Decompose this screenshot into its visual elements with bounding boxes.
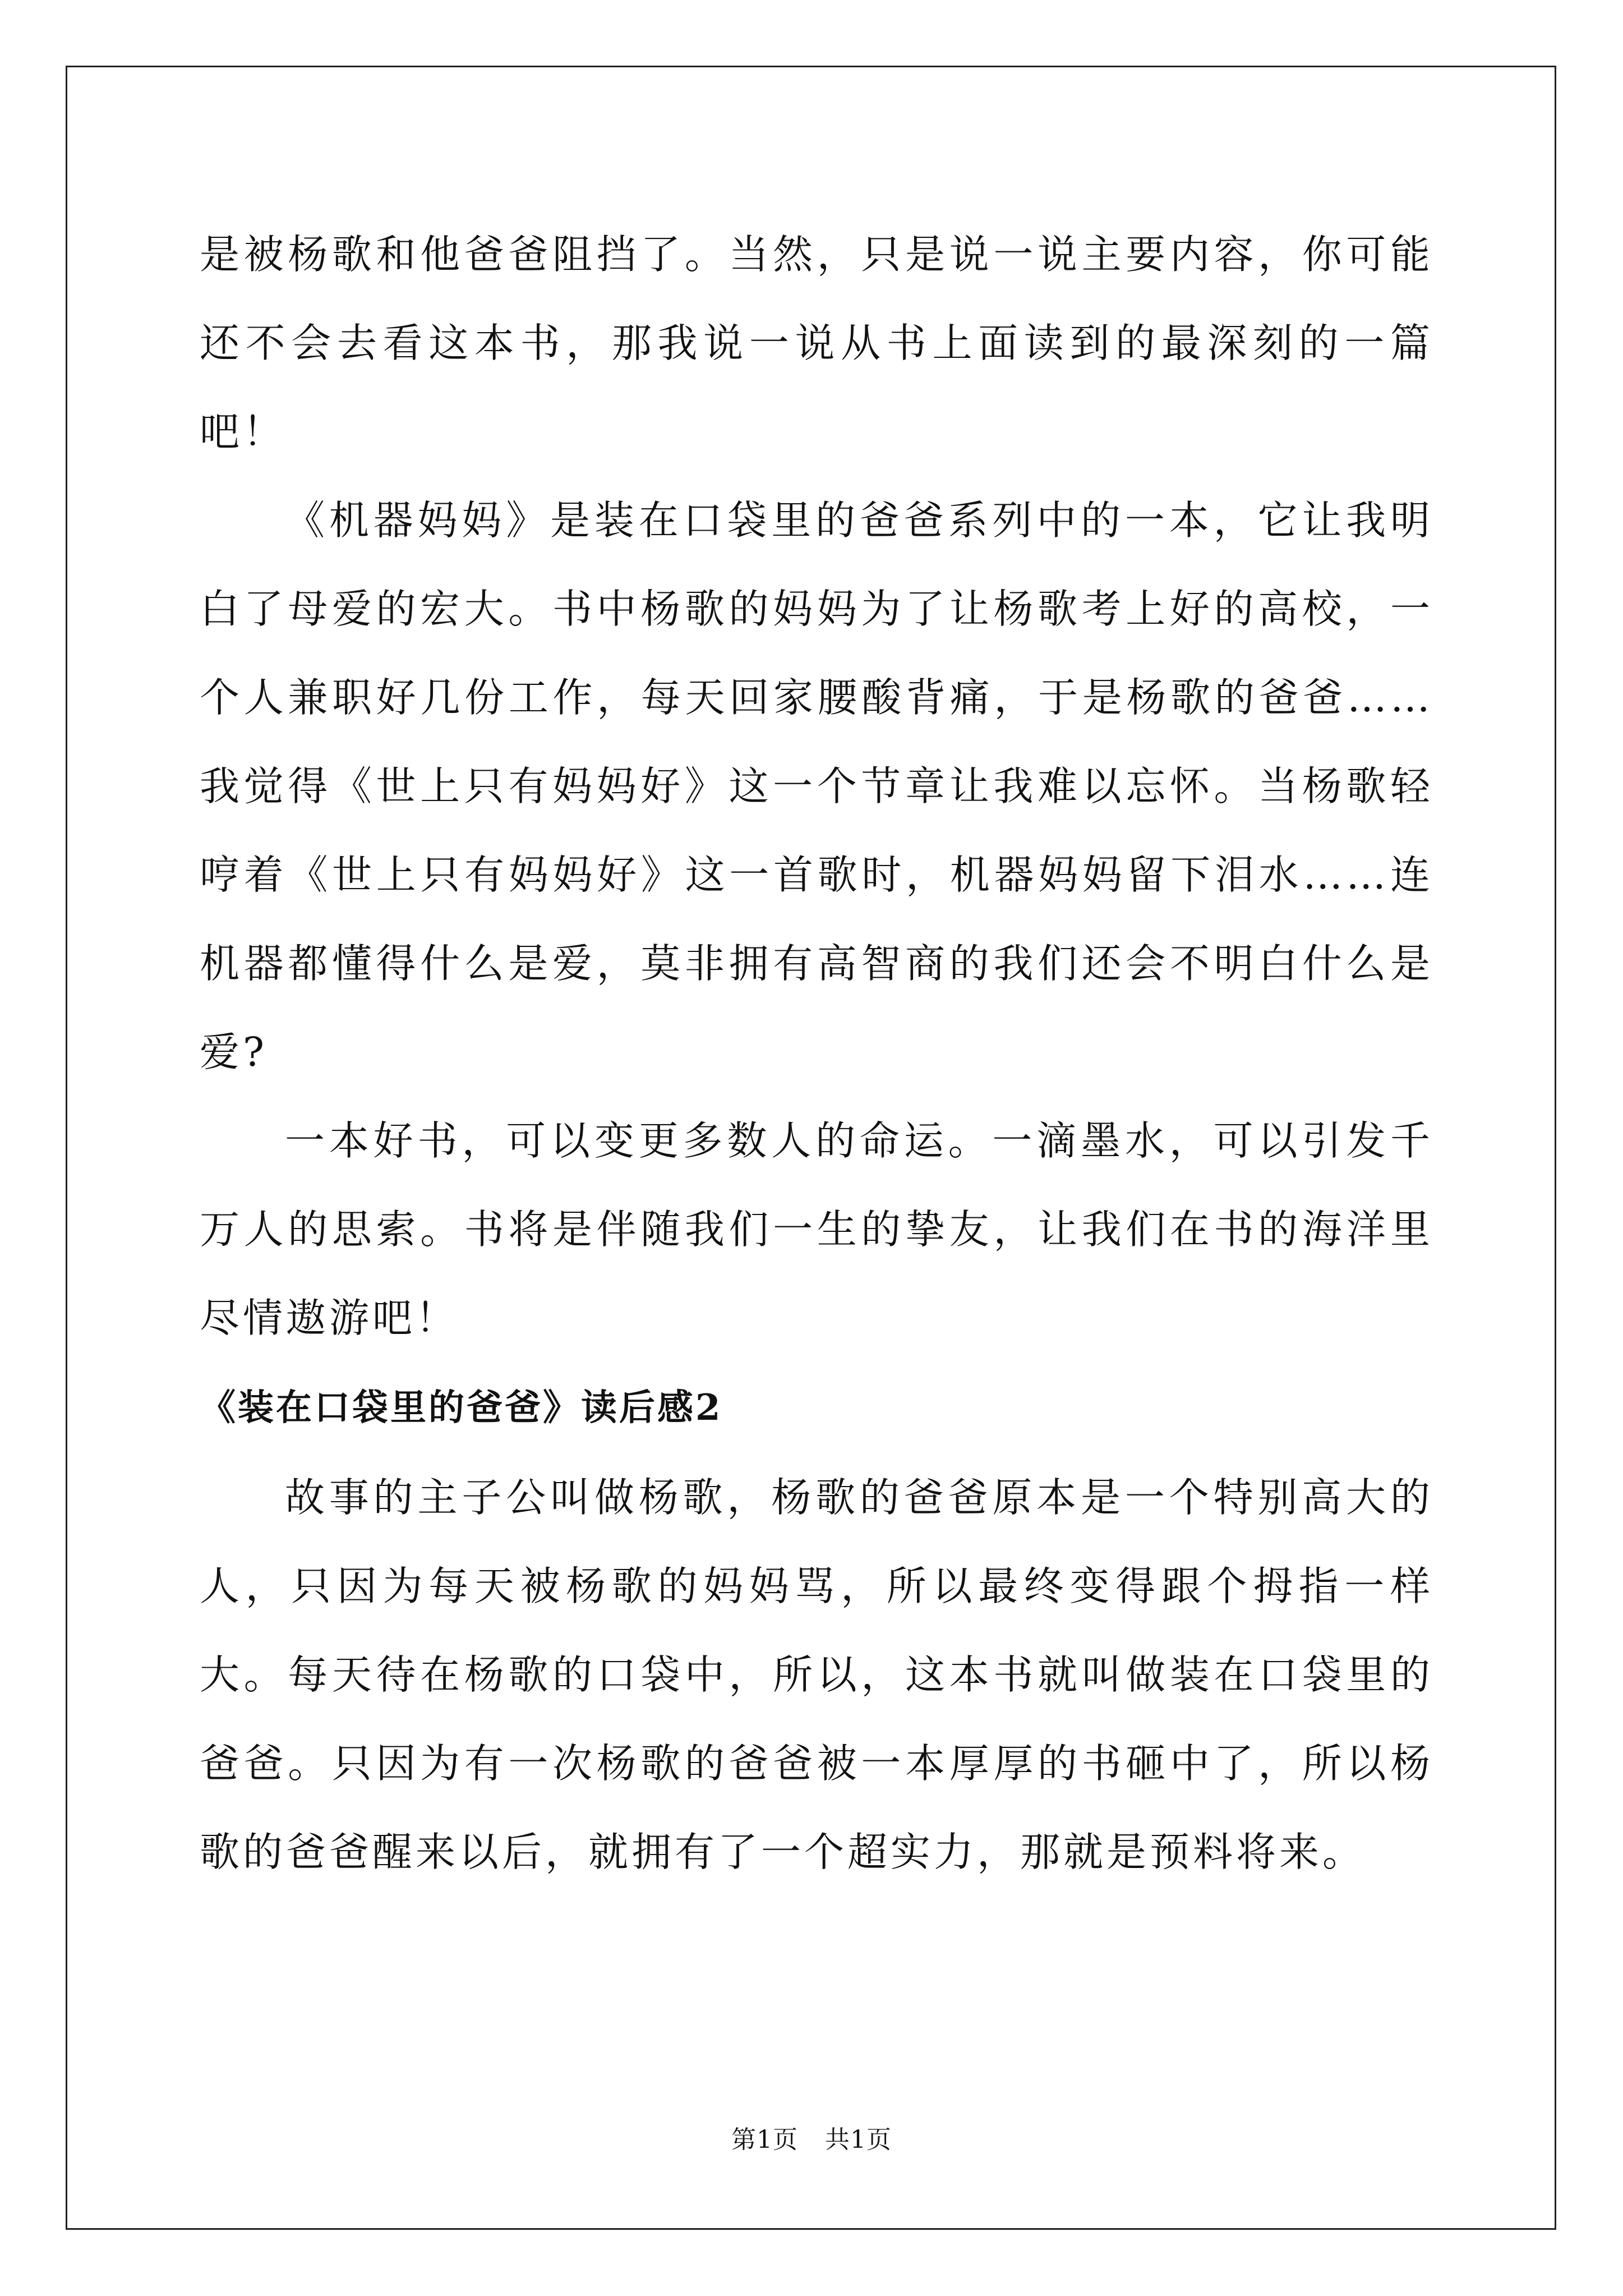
document-body [200,210,1433,1897]
paragraph-robot-mom: 《机器妈妈》是装在口袋里的爸爸系列中的一本，它让我明白了母爱的宏大。书中杨歌的妈妈为了让杨歌考上好的高校，一个人兼职好几份工作，每天回家腰酸背痛，于是杨歌的爸爸……我觉得《世上只有妈妈好》这一个节章让我难以忘怀。当杨歌轻哼着《世上只有妈妈好》这一首歌时，机器妈妈留下泪水……连机器都懂得什么是爱，莫非拥有高智商的我们还会不明白什么是爱? [200,497,1433,1075]
paragraph-continuation: 是被杨歌和他爸爸阻挡了。当然，只是说一说主要内容，你可能还不会去看这本书，那我说一说从书上面读到的最深刻的一篇吧！ [200,231,1433,455]
paragraph-story-summary: 故事的主子公叫做杨歌，杨歌的爸爸原本是一个特别高大的人，只因为每天被杨歌的妈妈骂，所以最终变得跟个拇指一样大。每天待在杨歌的口袋中，所以，这本书就叫做装在口袋里的爸爸。只因为有一次杨歌的爸爸被一本厚厚的书砸中了，所以杨歌的爸爸醒来以后，就拥有了一个超实力，那就是预料将来。 [200,1474,1433,1875]
page-number-total: 共1页 [825,2125,892,2154]
page-footer [0,2119,1623,2155]
paragraph-good-book: 一本好书，可以变更多数人的命运。一滴墨水，可以引发千万人的思索。书将是伴随我们一生的挚友，让我们在书的海洋里尽情遨游吧！ [200,1117,1433,1341]
page-number-current: 第1页 [731,2125,798,2154]
section-heading: 《装在口袋里的爸爸》读后感2 [200,1387,723,1429]
